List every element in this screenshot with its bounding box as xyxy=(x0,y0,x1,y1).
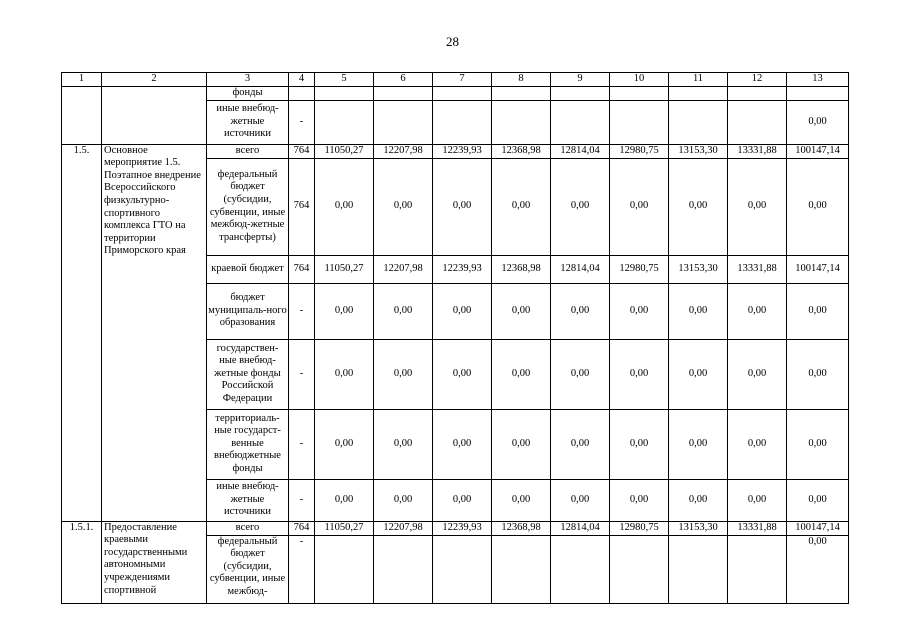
budget-code: - xyxy=(289,100,315,144)
value-cell: 0,00 xyxy=(315,283,374,339)
column-header: 10 xyxy=(610,73,669,87)
column-header: 8 xyxy=(492,73,551,87)
value-cell: 0,00 xyxy=(787,409,849,479)
value-cell xyxy=(610,100,669,144)
budget-code: - xyxy=(289,479,315,521)
value-cell: 0,00 xyxy=(728,339,787,409)
value-cell: 0,00 xyxy=(787,479,849,521)
value-cell: 0,00 xyxy=(492,409,551,479)
value-cell: 0,00 xyxy=(374,479,433,521)
value-cell xyxy=(551,535,610,603)
column-header: 3 xyxy=(207,73,289,87)
value-cell: 0,00 xyxy=(669,158,728,255)
funding-source: иные внебюд-жетные источники xyxy=(207,479,289,521)
budget-code: - xyxy=(289,283,315,339)
value-cell: 0,00 xyxy=(492,479,551,521)
value-cell: 0,00 xyxy=(728,409,787,479)
funding-source: всего xyxy=(207,144,289,158)
column-header: 7 xyxy=(433,73,492,87)
funding-source: федеральный бюджет (субсидии, субвенции, иные межбюд-жетные трансферты) xyxy=(207,158,289,255)
budget-code: - xyxy=(289,535,315,603)
value-cell xyxy=(433,100,492,144)
budget-code: - xyxy=(289,339,315,409)
value-cell: 0,00 xyxy=(492,158,551,255)
value-cell: 0,00 xyxy=(374,409,433,479)
value-cell: 0,00 xyxy=(610,283,669,339)
column-header: 12 xyxy=(728,73,787,87)
value-cell: 13331,88 xyxy=(728,144,787,158)
value-cell: 0,00 xyxy=(610,339,669,409)
value-cell: 0,00 xyxy=(374,158,433,255)
value-cell: 0,00 xyxy=(551,479,610,521)
value-cell: 11050,27 xyxy=(315,144,374,158)
row-name xyxy=(102,87,207,145)
header-row xyxy=(62,73,849,87)
value-cell xyxy=(728,100,787,144)
value-cell xyxy=(374,87,433,101)
value-cell: 12814,04 xyxy=(551,521,610,535)
page-number: 28 xyxy=(446,34,459,49)
value-cell xyxy=(610,87,669,101)
value-cell: 0,00 xyxy=(492,339,551,409)
value-cell xyxy=(728,87,787,101)
value-cell: 0,00 xyxy=(669,339,728,409)
value-cell: 0,00 xyxy=(374,339,433,409)
value-cell xyxy=(492,535,551,603)
value-cell: 12207,98 xyxy=(374,521,433,535)
value-cell: 100147,14 xyxy=(787,255,849,283)
value-cell xyxy=(315,87,374,101)
value-cell xyxy=(315,100,374,144)
value-cell xyxy=(374,100,433,144)
funding-source: фонды xyxy=(207,87,289,101)
value-cell: 12980,75 xyxy=(610,521,669,535)
value-cell: 12239,93 xyxy=(433,144,492,158)
budget-code xyxy=(289,87,315,101)
budget-code: 764 xyxy=(289,255,315,283)
value-cell: 12980,75 xyxy=(610,255,669,283)
budget-table xyxy=(61,72,849,604)
funding-source: бюджет муниципаль-ного образования xyxy=(207,283,289,339)
column-header: 9 xyxy=(551,73,610,87)
value-cell xyxy=(728,535,787,603)
value-cell: 12980,75 xyxy=(610,144,669,158)
value-cell: 11050,27 xyxy=(315,521,374,535)
value-cell: 0,00 xyxy=(728,479,787,521)
value-cell xyxy=(669,87,728,101)
value-cell: 0,00 xyxy=(610,409,669,479)
value-cell: 12207,98 xyxy=(374,255,433,283)
row-number xyxy=(62,87,102,145)
value-cell: 12239,93 xyxy=(433,255,492,283)
value-cell: 13153,30 xyxy=(669,521,728,535)
budget-code: 764 xyxy=(289,521,315,535)
column-header: 1 xyxy=(62,73,102,87)
funding-source: иные внебюд-жетные источники xyxy=(207,100,289,144)
value-cell: 0,00 xyxy=(315,339,374,409)
value-cell: 0,00 xyxy=(728,283,787,339)
row-number: 1.5. xyxy=(62,144,102,521)
value-cell: 0,00 xyxy=(551,339,610,409)
funding-source: федеральный бюджет (субсидии, субвенции, иные межбюд- xyxy=(207,535,289,603)
funding-source: территориаль-ные государст-венные внебюджетные фонды xyxy=(207,409,289,479)
column-header: 11 xyxy=(669,73,728,87)
value-cell xyxy=(374,535,433,603)
value-cell xyxy=(669,100,728,144)
value-cell: 12814,04 xyxy=(551,144,610,158)
value-cell: 13153,30 xyxy=(669,255,728,283)
value-cell: 0,00 xyxy=(669,409,728,479)
value-cell: 0,00 xyxy=(551,158,610,255)
value-cell: 100147,14 xyxy=(787,521,849,535)
value-cell: 0,00 xyxy=(315,479,374,521)
value-cell xyxy=(433,87,492,101)
value-cell: 0,00 xyxy=(433,409,492,479)
table-row xyxy=(62,144,849,158)
value-cell: 0,00 xyxy=(315,158,374,255)
column-header: 4 xyxy=(289,73,315,87)
value-cell: 0,00 xyxy=(669,479,728,521)
value-cell: 12368,98 xyxy=(492,144,551,158)
value-cell: 0,00 xyxy=(728,158,787,255)
value-cell: 12814,04 xyxy=(551,255,610,283)
value-cell: 0,00 xyxy=(433,158,492,255)
value-cell: 0,00 xyxy=(787,339,849,409)
value-cell: 0,00 xyxy=(551,283,610,339)
value-cell xyxy=(787,87,849,101)
value-cell: 0,00 xyxy=(315,409,374,479)
value-cell xyxy=(669,535,728,603)
value-cell: 12368,98 xyxy=(492,521,551,535)
value-cell: 0,00 xyxy=(610,158,669,255)
value-cell xyxy=(315,535,374,603)
row-name: Основное мероприятие 1.5. Поэтапное внедрение Всероссийского физкультурно-спортивного комплекса ГТО на территории Приморского края xyxy=(102,144,207,521)
value-cell: 0,00 xyxy=(787,158,849,255)
value-cell: 0,00 xyxy=(610,479,669,521)
value-cell: 0,00 xyxy=(433,283,492,339)
table-row xyxy=(62,87,849,101)
value-cell: 0,00 xyxy=(551,409,610,479)
value-cell: 13331,88 xyxy=(728,255,787,283)
row-number: 1.5.1. xyxy=(62,521,102,603)
value-cell: 11050,27 xyxy=(315,255,374,283)
value-cell: 0,00 xyxy=(787,283,849,339)
value-cell: 12239,93 xyxy=(433,521,492,535)
value-cell: 100147,14 xyxy=(787,144,849,158)
value-cell xyxy=(551,100,610,144)
value-cell xyxy=(492,87,551,101)
column-header: 6 xyxy=(374,73,433,87)
value-cell: 0,00 xyxy=(787,535,849,603)
row-name: Предоставление краевыми государственными автономными учреждениями спортивной xyxy=(102,521,207,603)
table-row xyxy=(62,521,849,535)
funding-source: краевой бюджет xyxy=(207,255,289,283)
budget-code: 764 xyxy=(289,144,315,158)
value-cell xyxy=(610,535,669,603)
funding-source: всего xyxy=(207,521,289,535)
value-cell: 13331,88 xyxy=(728,521,787,535)
value-cell: 0,00 xyxy=(492,283,551,339)
value-cell xyxy=(492,100,551,144)
budget-code: - xyxy=(289,409,315,479)
value-cell: 12368,98 xyxy=(492,255,551,283)
value-cell xyxy=(433,535,492,603)
funding-source: государствен-ные внебюд-жетные фонды Российской Федерации xyxy=(207,339,289,409)
column-header: 13 xyxy=(787,73,849,87)
value-cell: 0,00 xyxy=(374,283,433,339)
column-header: 2 xyxy=(102,73,207,87)
value-cell: 12207,98 xyxy=(374,144,433,158)
value-cell: 0,00 xyxy=(669,283,728,339)
value-cell: 0,00 xyxy=(433,479,492,521)
value-cell xyxy=(551,87,610,101)
budget-code: 764 xyxy=(289,158,315,255)
value-cell: 0,00 xyxy=(433,339,492,409)
value-cell: 0,00 xyxy=(787,100,849,144)
value-cell: 13153,30 xyxy=(669,144,728,158)
column-header: 5 xyxy=(315,73,374,87)
